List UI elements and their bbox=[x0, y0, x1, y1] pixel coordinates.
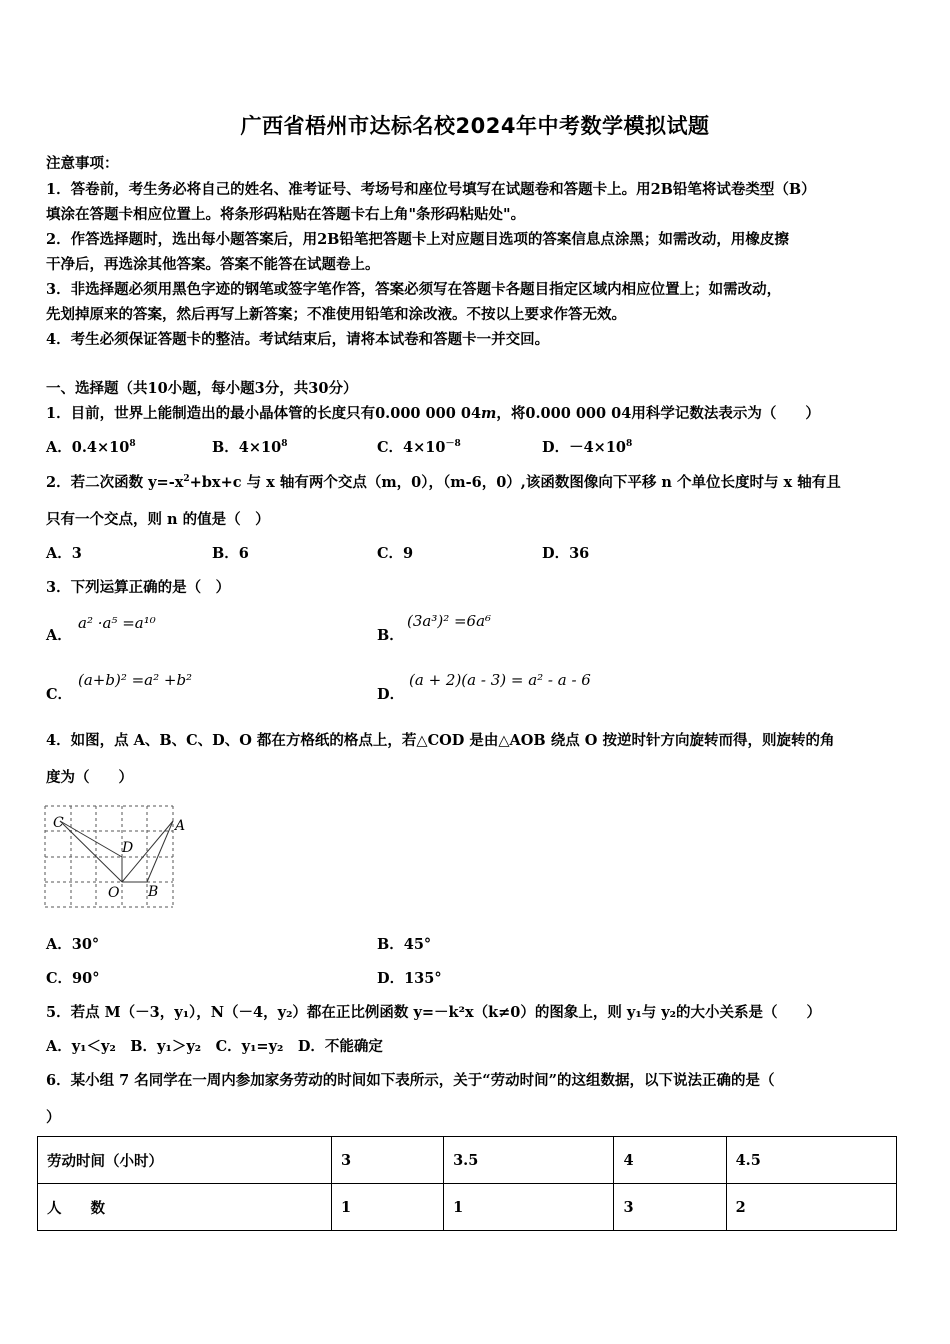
label-c: C bbox=[53, 815, 64, 831]
q3-option-b-label: B． bbox=[377, 627, 404, 644]
q1-option-d bbox=[542, 436, 632, 457]
table-cell: 4.5 bbox=[726, 1137, 896, 1184]
table-cell: 3 bbox=[614, 1184, 726, 1231]
triangle-lines bbox=[60, 821, 173, 882]
q1-option-b bbox=[212, 436, 287, 457]
q3-option-d-expr: (a + 2)(a - 3) = a² - a - 6 bbox=[409, 671, 591, 689]
q4-option-c: C．90° bbox=[46, 970, 100, 987]
q3-option-a-expr: a² ·a⁵ =a¹⁰ bbox=[78, 614, 156, 632]
q1-option-b-text: B．4×10 bbox=[212, 439, 282, 456]
notice-heading: 注意事项： bbox=[46, 155, 119, 172]
table-cell: 2 bbox=[726, 1184, 896, 1231]
notice-line-6: 先划掉原来的答案，然后再写上新答案；不准使用铅笔和涂改液。不按以上要求作答无效。 bbox=[46, 306, 626, 323]
q1-option-a bbox=[46, 436, 136, 457]
q2-line1-part-b: +bx+c 与 x 轴有两个交点（m，0），（m-6，0）,该函数图像向下平移 n 个单位长度时与 x 轴有且 bbox=[189, 474, 841, 491]
grid-figure bbox=[42, 800, 192, 912]
table-row bbox=[38, 1184, 897, 1231]
table-cell: 人 数 bbox=[38, 1184, 332, 1231]
question-2-line-1 bbox=[46, 471, 841, 492]
question-2-line-2: 只有一个交点，则 n 的值是（ ） bbox=[46, 511, 270, 528]
q3-option-d-label: D． bbox=[377, 686, 405, 703]
segment-ba bbox=[147, 821, 173, 882]
label-a: A bbox=[175, 818, 186, 834]
notice-line-2: 填涂在答题卡相应位置上。将条形码粘贴在答题卡右上角"条形码粘贴处"。 bbox=[46, 206, 526, 223]
q1-stem-part-a: 1．目前，世界上能制造出的最小晶体管的长度只有0.000 000 04 bbox=[46, 405, 482, 422]
q4-option-b: B．45° bbox=[377, 936, 432, 953]
notice-line-4: 干净后，再选涂其他答案。答案不能答在试题卷上。 bbox=[46, 256, 380, 273]
question-4-line-2: 度为（ ） bbox=[46, 769, 133, 786]
question-6-line-1: 6．某小组 7 名同学在一周内参加家务劳动的时间如下表所示，关于“劳动时间”的这组数据，以下说法正确的是（ bbox=[46, 1072, 775, 1089]
table-cell: 3.5 bbox=[444, 1137, 614, 1184]
notice-line-3: 2．作答选择题时，选出每小题答案后，用2B铅笔把答题卡上对应题目选项的答案信息点涂黑；如需改动，用橡皮擦 bbox=[46, 231, 789, 248]
label-b: B bbox=[148, 884, 159, 900]
table-cell: 1 bbox=[444, 1184, 614, 1231]
q2-option-c: C．9 bbox=[377, 545, 414, 562]
q3-option-c-expr: (a+b)² =a² +b² bbox=[78, 671, 193, 689]
q3-option-a-label: A． bbox=[46, 627, 72, 644]
question-4-line-1: 4．如图，点 A、B、C、D、O 都在方格纸的格点上，若△COD 是由△AOB 绕点 O 按逆时针方向旋转而得，则旋转的角 bbox=[46, 732, 835, 749]
q2-line1-exp: 2 bbox=[183, 474, 190, 484]
q1-option-a-exp: 8 bbox=[129, 439, 136, 449]
q1-option-d-text: D．－4×10 bbox=[542, 439, 626, 456]
q3-option-b-expr: (3a³)² =6a⁶ bbox=[407, 612, 492, 630]
q4-option-d: D．135° bbox=[377, 970, 442, 987]
question-3-stem: 3．下列运算正确的是（ ） bbox=[46, 579, 231, 596]
q1-stem-var: m bbox=[481, 405, 497, 422]
q4-option-a: A．30° bbox=[46, 936, 100, 953]
q1-option-d-exp: 8 bbox=[626, 439, 633, 449]
q2-line1-part-a: 2．若二次函数 y=-x bbox=[46, 474, 184, 491]
table-row bbox=[38, 1137, 897, 1184]
q5-options: A．y₁＜y₂ B．y₁＞y₂ C．y₁=y₂ D．不能确定 bbox=[46, 1038, 383, 1055]
q1-option-a-text: A．0.4×10 bbox=[46, 439, 130, 456]
section-heading: 一、选择题（共10小题，每小题3分，共30分） bbox=[46, 380, 358, 397]
q1-option-c-text: C．4×10 bbox=[377, 439, 446, 456]
question-1-stem bbox=[46, 402, 820, 423]
table-cell: 3 bbox=[332, 1137, 444, 1184]
label-o: O bbox=[108, 885, 120, 901]
page-title: 广西省梧州市达标名校2024年中考数学模拟试题 bbox=[240, 114, 710, 138]
q2-option-d: D．36 bbox=[542, 545, 590, 562]
q2-option-a: A．3 bbox=[46, 545, 82, 562]
table-cell: 劳动时间（小时） bbox=[38, 1137, 332, 1184]
label-d: D bbox=[122, 840, 134, 856]
q2-option-b: B．6 bbox=[212, 545, 249, 562]
notice-line-1: 1．答卷前，考生务必将自己的姓名、准考证号、考场号和座位号填写在试题卷和答题卡上。用2B铅笔将试卷类型（B） bbox=[46, 181, 816, 198]
table-cell: 4 bbox=[614, 1137, 726, 1184]
notice-line-7: 4．考生必须保证答题卡的整洁。考试结束后，请将本试卷和答题卡一并交回。 bbox=[46, 331, 550, 348]
question-5-stem: 5．若点 M（－3，y₁），N（－4，y₂）都在正比例函数 y=－k²x（k≠0）的图象上，则 y₁与 y₂的大小关系是（ ） bbox=[46, 1004, 822, 1021]
question-6-line-2: ） bbox=[46, 1109, 61, 1126]
labor-time-table bbox=[37, 1136, 897, 1231]
q1-stem-part-b: ，将0.000 000 04用科学记数法表示为（ ） bbox=[496, 405, 820, 422]
q1-option-c bbox=[377, 436, 461, 457]
q3-option-c-label: C． bbox=[46, 686, 73, 703]
q1-option-c-exp: －8 bbox=[445, 439, 461, 449]
q1-option-b-exp: 8 bbox=[281, 439, 288, 449]
table-cell: 1 bbox=[332, 1184, 444, 1231]
notice-line-5: 3．非选择题必须用黑色字迹的钢笔或签字笔作答，答案必须写在答题卡各题目指定区域内相应位置上；如需改动， bbox=[46, 281, 782, 298]
